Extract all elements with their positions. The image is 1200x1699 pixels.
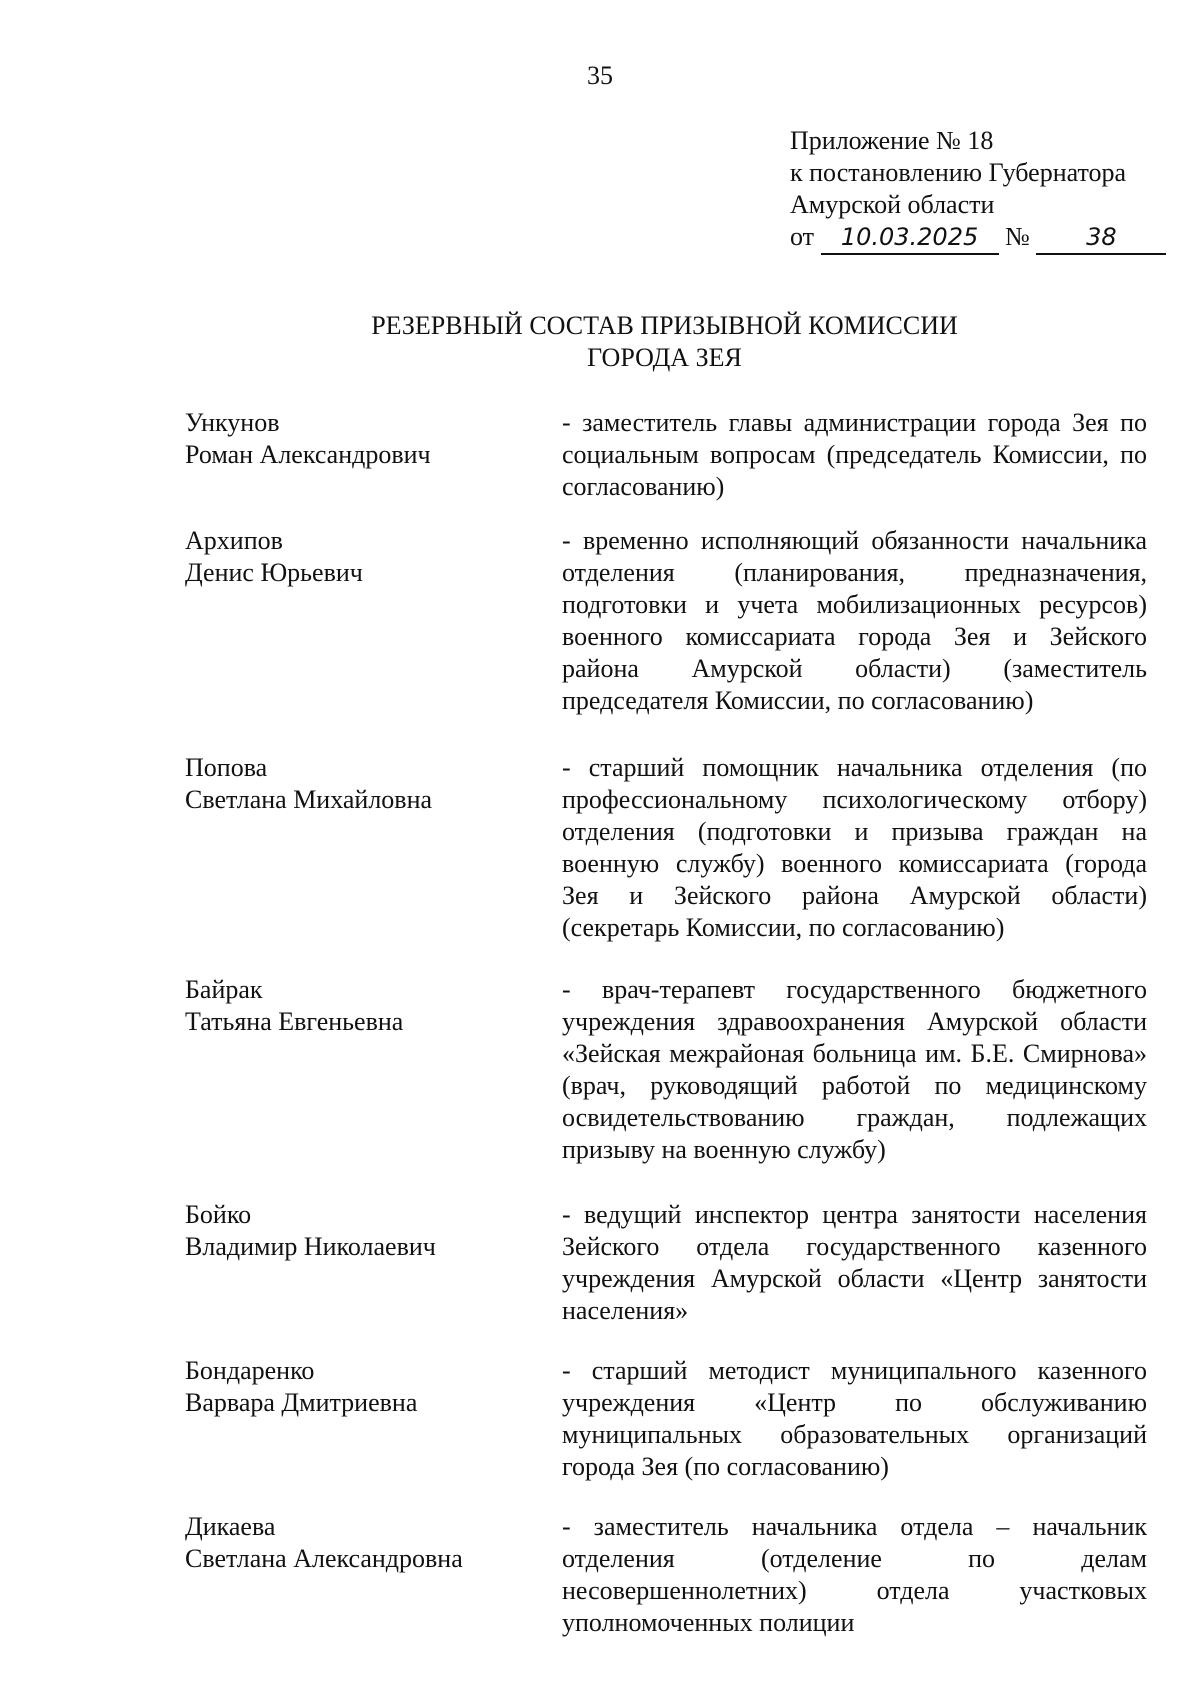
appendix-region: Амурской области <box>790 190 995 219</box>
member-surname: Бойко <box>185 1200 252 1229</box>
title-line-2: ГОРОДА ЗЕЯ <box>587 343 742 372</box>
member-name <box>185 407 545 471</box>
handwritten-number: 38 <box>1036 221 1166 255</box>
member-role: - заместитель начальника отдела – начальник отделения (отделение по делам несовершеннолетних) отдела участковых уполномоченных полиции <box>562 1512 1147 1637</box>
appendix-decree-ref: к постановлению Губернатора <box>790 158 1127 187</box>
member-name <box>185 974 545 1038</box>
member-entry <box>0 1511 1200 1637</box>
appendix-title: Приложение № 18 <box>790 126 994 155</box>
member-given-names: Светлана Александровна <box>185 1544 463 1573</box>
member-surname: Дикаева <box>185 1512 276 1541</box>
date-prefix: от <box>790 222 815 251</box>
member-surname: Байрак <box>185 975 263 1004</box>
member-role: - врач-терапевт государственного бюджетного учреждения здравоохранения Амурской области «Зейская межрайоная больница им. Б.Е. Смирнова» (врач, руководящий работой по медицинскому освидетельствованию граждан, подлежащих призыву на военную службу) <box>562 975 1147 1164</box>
member-role: - заместитель главы администрации города Зея по социальным вопросам (председатель Комиссии, по согласованию) <box>562 408 1147 501</box>
handwritten-date: 10.03.2025 <box>821 221 999 255</box>
member-given-names: Денис Юрьевич <box>185 558 363 587</box>
member-surname: Попова <box>185 753 268 782</box>
member-name <box>185 525 545 589</box>
member-entry <box>0 525 1200 752</box>
member-surname: Ункунов <box>185 408 280 437</box>
member-role: - старший помощник начальника отделения (по профессиональному психологическому отбору) отделения (подготовки и призыва граждан на военную службу) военного комиссариата (города Зея и Зейского района Амурской области) (секретарь Комиссии, по согласованию) <box>562 753 1147 942</box>
member-entry <box>0 974 1200 1199</box>
member-role: - ведущий инспектор центра занятости населения Зейского отдела государственного казенного учреждения Амурской области «Центр занятости населения» <box>562 1200 1147 1325</box>
title-line-1: РЕЗЕРВНЫЙ СОСТАВ ПРИЗЫВНОЙ КОМИССИИ <box>371 311 958 340</box>
member-given-names: Татьяна Евгеньевна <box>185 1007 404 1036</box>
member-role: - временно исполняющий обязанности начальника отделения (планирования, предназначения, подготовки и учета мобилизационных ресурсов) военного комиссариата города Зея и Зейского района Амурской области) (заместитель председателя Комиссии, по согласованию) <box>562 526 1147 715</box>
page-number: 35 <box>587 61 613 90</box>
member-given-names: Роман Александрович <box>185 440 431 469</box>
document-title <box>0 310 1200 374</box>
member-surname: Бондаренко <box>185 1356 315 1385</box>
member-name <box>185 1355 545 1419</box>
member-entry <box>0 1355 1200 1511</box>
member-entry <box>0 752 1200 974</box>
member-name <box>185 1199 545 1263</box>
appendix-date-line <box>790 221 1166 255</box>
appendix-header <box>790 125 1166 255</box>
member-given-names: Владимир Николаевич <box>185 1232 436 1261</box>
member-entry <box>0 1199 1200 1355</box>
member-surname: Архипов <box>185 526 283 555</box>
member-given-names: Светлана Михайловна <box>185 785 433 814</box>
member-list <box>0 407 1200 1637</box>
member-role: - старший методист муниципального казенного учреждения «Центр по обслуживанию муниципальных образовательных организаций города Зея (по согласованию) <box>562 1356 1147 1481</box>
member-entry <box>0 407 1200 525</box>
member-name <box>185 752 545 816</box>
member-name <box>185 1511 545 1575</box>
number-prefix: № <box>1005 222 1030 251</box>
member-given-names: Варвара Дмитриевна <box>185 1388 418 1417</box>
